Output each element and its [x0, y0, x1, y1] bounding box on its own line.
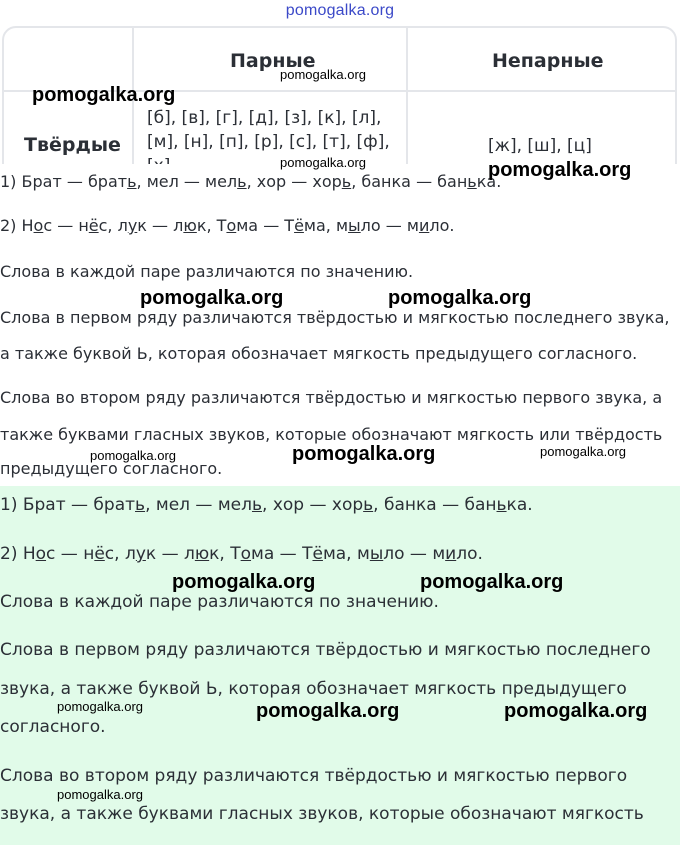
cell-line: [б], [в], [г], [д], [з], [к], [л], — [147, 108, 382, 128]
paragraph-first-row: согласного. — [0, 717, 106, 737]
underline-letter: о — [33, 216, 44, 235]
text-fragment: 2) Н — [0, 544, 36, 564]
text-fragment: 1) Брат — брат — [0, 172, 128, 191]
paragraph-second-row: Слова во втором ряду различаются твёрдостью и мягкостью первого звука, а — [0, 388, 663, 407]
answer-section — [0, 164, 680, 486]
underline-letter: и — [418, 216, 430, 235]
paragraph-second-row: Слова во втором ряду различаются твёрдостью и мягкостью первого — [0, 766, 628, 786]
text-fragment: с, л — [104, 544, 136, 564]
paragraph-second-row: также буквами гласных звуков, которые обозначают мягкость или твёрдость — [0, 425, 663, 444]
text-fragment: ло. — [456, 544, 483, 564]
cell-line: [м], [н], [п], [р], [с], [т], [ф], — [147, 132, 390, 152]
text-fragment: к — л — [137, 216, 184, 235]
text-fragment: ло. — [429, 216, 455, 235]
underline-letter: ё — [94, 544, 105, 564]
text-fragment: , банка — бан — [373, 495, 497, 515]
watermark: pomogalka.org — [504, 700, 648, 722]
text-fragment: , мел — мел — [136, 172, 238, 191]
underline-letter: ё — [294, 216, 304, 235]
answer-line-1 — [0, 495, 533, 515]
answer-line-2 — [0, 544, 483, 564]
text-fragment: с, л — [98, 216, 128, 235]
paragraph-first-row: а также буквой Ь, которая обозначает мягкость предыдущего согласного. — [0, 344, 638, 363]
text-fragment: ма — Т — [236, 216, 295, 235]
column-header-paired: Парные — [230, 50, 316, 72]
answer-line-2 — [0, 216, 454, 235]
text-fragment: 1) Брат — брат — [0, 495, 136, 515]
underline-letter: ь — [363, 495, 374, 515]
underline-letter: о — [35, 544, 47, 564]
paragraph-second-row: предыдущего согласного. — [0, 459, 223, 478]
watermark: pomogalka.org — [388, 287, 532, 309]
underline-letter: ь — [237, 172, 247, 191]
paragraph-first-row: Слова в первом ряду различаются твёрдостью и мягкостью последнего звука, — [0, 308, 670, 327]
text-fragment: ка. — [476, 172, 502, 191]
underline-letter: ё — [312, 544, 323, 564]
unpaired-hard-cell: [ж], [ш], [ц] — [488, 136, 592, 156]
underline-letter: у — [135, 544, 146, 564]
paragraph-first-row: Слова в первом ряду различаются твёрдостью и мягкостью последнего — [0, 640, 651, 660]
watermark: pomogalka.org — [256, 700, 400, 722]
underline-letter: ь — [135, 495, 146, 515]
text-fragment: , хор — хор — [246, 172, 342, 191]
row-header-hard: Твёрдые — [24, 134, 121, 156]
watermark: pomogalka.org — [488, 159, 632, 181]
watermark: pomogalka.org — [140, 287, 284, 309]
paragraph-first-row: звука, а также буквой Ь, которая обозначает мягкость предыдущего — [0, 679, 627, 699]
text-fragment: ма — Т — [251, 544, 313, 564]
underline-letter: ь — [467, 172, 477, 191]
text-fragment: , мел — мел — [145, 495, 252, 515]
column-header-unpaired: Непарные — [492, 50, 604, 72]
answer-line-1 — [0, 172, 501, 191]
top-watermark: pomogalka.org — [285, 2, 395, 19]
text-fragment: ма, м — [322, 544, 370, 564]
underline-letter: ь — [127, 172, 137, 191]
underline-letter: ь — [496, 495, 507, 515]
text-fragment: с — н — [43, 216, 89, 235]
underline-letter: ы — [348, 216, 361, 235]
text-fragment: к — л — [145, 544, 195, 564]
paragraph-meaning: Слова в каждой паре различаются по значению. — [0, 592, 439, 612]
underline-letter: ы — [369, 544, 384, 564]
watermark: pomogalka.org — [292, 443, 436, 465]
watermark: pomogalka.org — [90, 448, 176, 463]
underline-letter: о — [240, 544, 252, 564]
text-fragment: с — н — [46, 544, 95, 564]
paragraph-meaning: Слова в каждой паре различаются по значению. — [0, 262, 414, 281]
watermark: pomogalka.org — [540, 444, 626, 459]
text-fragment: ло — м — [360, 216, 419, 235]
watermark: pomogalka.org — [280, 67, 366, 82]
underline-letter: ю — [183, 216, 197, 235]
underline-letter: и — [445, 544, 457, 564]
underline-letter: у — [127, 216, 138, 235]
text-fragment: ка. — [506, 495, 533, 515]
watermark: pomogalka.org — [280, 155, 366, 170]
watermark: pomogalka.org — [57, 699, 143, 714]
watermark: pomogalka.org — [57, 787, 143, 802]
watermark: pomogalka.org — [32, 84, 176, 106]
underline-letter: о — [226, 216, 237, 235]
text-fragment: ма, м — [303, 216, 349, 235]
text-fragment: , хор — хор — [262, 495, 364, 515]
text-fragment: ло — м — [383, 544, 446, 564]
text-fragment: к, Т — [196, 216, 227, 235]
text-fragment: 2) Н — [0, 216, 34, 235]
paragraph-second-row: звука, а также буквами гласных звуков, которые обозначают мягкость — [0, 804, 644, 824]
underline-letter: ь — [251, 495, 263, 515]
underline-letter: ь — [341, 172, 352, 191]
underline-letter: ю — [194, 544, 210, 564]
underline-letter: ё — [88, 216, 99, 235]
text-fragment: , банка — бан — [351, 172, 468, 191]
watermark: pomogalka.org — [172, 571, 316, 593]
text-fragment: к, Т — [209, 544, 241, 564]
watermark: pomogalka.org — [420, 571, 564, 593]
